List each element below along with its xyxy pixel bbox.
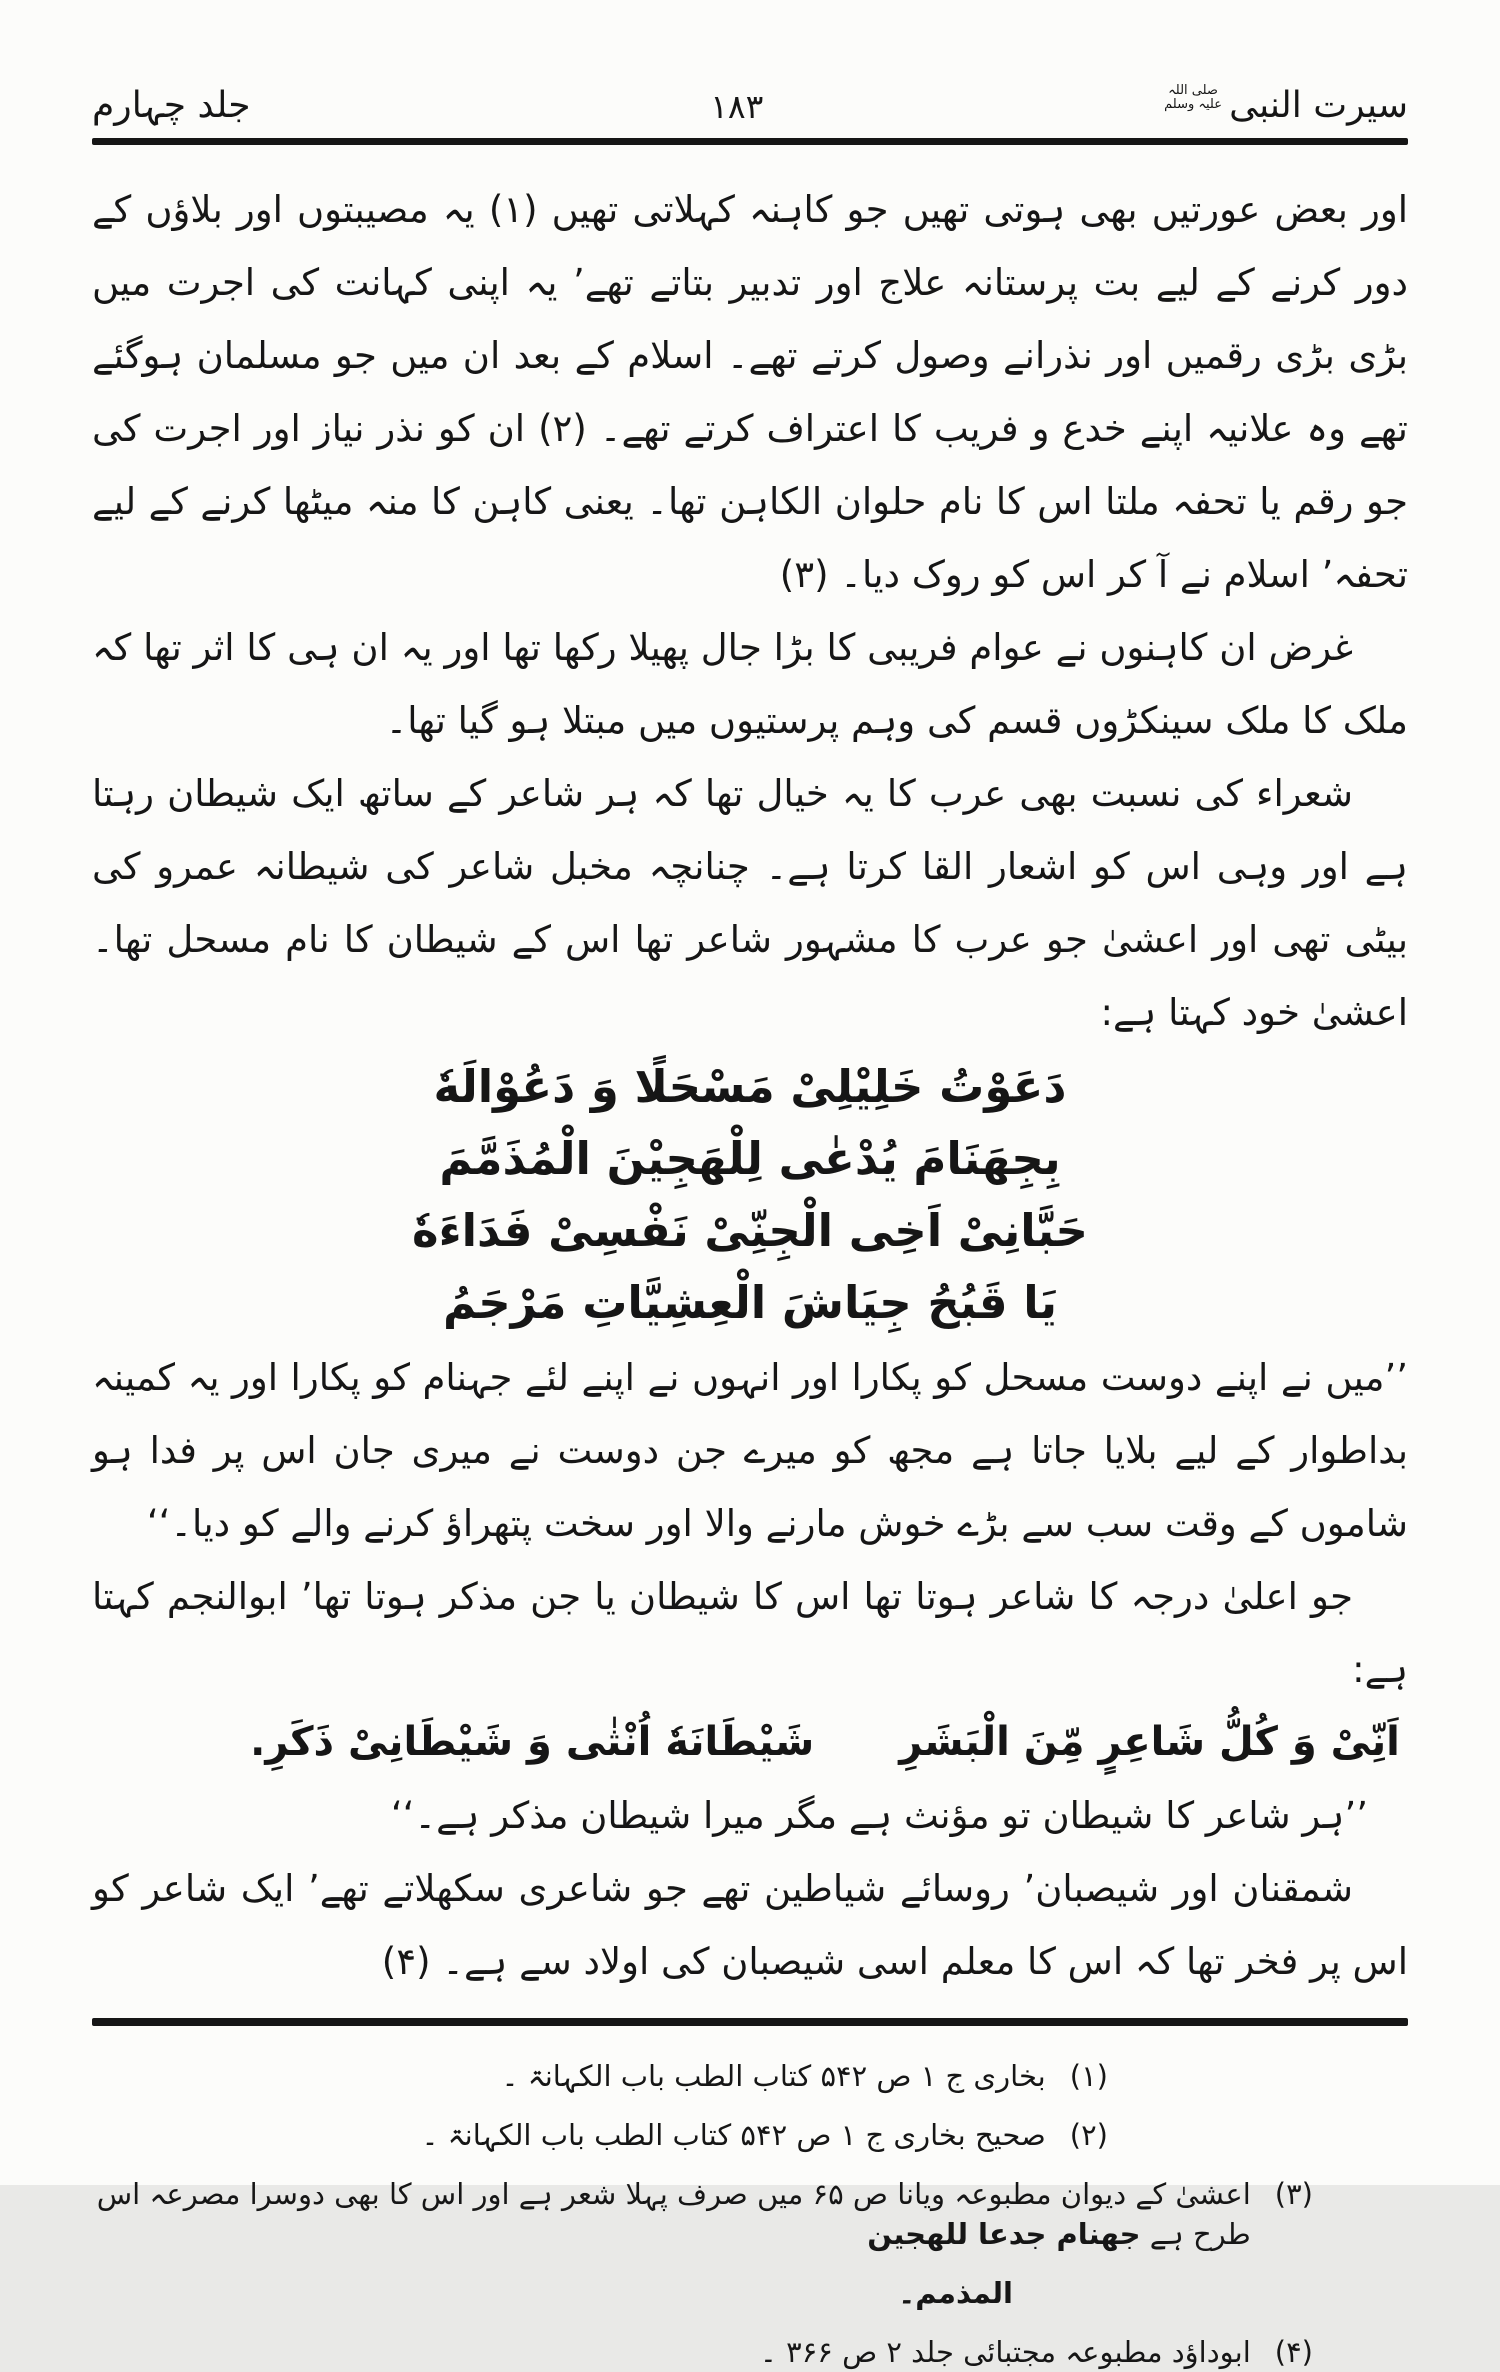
footnote-1	[92, 2056, 1108, 2096]
couplet-second-hemistich: شَيْطَانَهٗ اُنْثٰى وَ شَيْطَانِىْ ذَكَرِ.	[250, 1719, 815, 1765]
footnote-3-continuation: المذمم۔	[898, 2276, 1013, 2310]
arabic-poem	[92, 1051, 1408, 1339]
footnote-number: (۱)	[1069, 2059, 1108, 2093]
paragraph-kahina: اور بعض عورتیں بھی ہوتی تھیں جو کاہنہ کہلاتی تھیں (۱) یہ مصیبتوں اور بلاؤں کے دور کرنے کے لیے بت پرستانہ علاج اور تدبیر بتاتے تھے’ یہ اپنی کہانت کی اجرت میں بڑی بڑی رقمیں اور نذرانے وصول کرتے تھے۔ اسلام کے بعد ان میں جو مسلمان ہوگئے تھے وہ علانیہ اپنے خدع و فریب کا اعتراف کرتے تھے۔ (۲) ان کو نذر نیاز اور اجرت کی جو رقم یا تحفہ ملتا اس کا نام حلوان الکاہن تھا۔ یعنی کاہن کا منہ میٹھا کرنے کے لیے تحفہ’ اسلام نے آ کر اس کو روک دیا۔ (۳)	[92, 188, 1408, 596]
footnote-text-urdu: اعشیٰ کے دیوان مطبوعہ ویانا ص ۶۵ میں صرف پہلا شعر ہے اور اس کا بھی دوسرا مصرعہ اس طرح ہے	[96, 2177, 1251, 2251]
footnote-number: (۲)	[1069, 2118, 1108, 2152]
footnote-number: (۴)	[1274, 2335, 1313, 2369]
poem-line: يَا قَبُحُ جِيَاشَ الْعِشِيَّاتِ مَرْجَمُ	[442, 1276, 1058, 1329]
couplet-first-hemistich: اَنِّىْ وَ كُلُّ شَاعِرٍ مِّنَ الْبَشَرِ	[899, 1719, 1400, 1765]
footnote-separator	[92, 2018, 1408, 2026]
footnote-4	[92, 2332, 1313, 2372]
paragraph-gharaz: غرض ان کاہنوں نے عوام فریبی کا بڑا جال پھیلا رکھا تھا اور یہ ان ہی کا اثر تھا کہ ملک کا ملک سینکڑوں قسم کی وہم پرستیوں میں مبتلا ہو گیا تھا۔	[92, 626, 1408, 742]
footnote-2	[92, 2115, 1108, 2155]
couplet-translation: ’’ہر شاعر کا شیطان تو مؤنث ہے مگر میرا شیطان مذکر ہے۔‘‘	[390, 1794, 1368, 1837]
poem-line: بِجِهَنَامَ يُدْعٰى لِلْهَجِيْنَ الْمُذَمَّمَ	[439, 1132, 1061, 1185]
honorific-mark: صلی اللہ علیہ وسلم	[1164, 83, 1222, 112]
poem-line: دَعَوْتُ خَلِيْلِىْ مَسْحَلًا وَ دَعُوْالَهٗ	[433, 1060, 1067, 1113]
footnote-text: بخاری ج ۱ ص ۵۴۲ کتاب الطب باب الکہانۃ ۔	[501, 2059, 1046, 2093]
volume-label: جلد چہارم	[92, 85, 251, 126]
book-title	[1163, 85, 1408, 126]
footnote-number: (۳)	[1274, 2177, 1313, 2211]
footnote-arabic-quote: جهنام جدعا للهجين	[867, 2217, 1141, 2251]
paragraph-abunajm: جو اعلیٰ درجہ کا شاعر ہوتا تھا اس کا شیطان یا جن مذکر ہوتا تھا’ ابوالنجم کہتا ہے:	[92, 1575, 1408, 1691]
footnote-text: ابوداؤد مطبوعہ مجتبائی جلد ۲ ص ۳۶۶ ۔	[759, 2335, 1251, 2369]
page-number: ۱۸۳	[710, 87, 764, 126]
arabic-couplet	[92, 1706, 1408, 1779]
footnote-text: صحیح بخاری ج ۱ ص ۵۴۲ کتاب الطب باب الکہانۃ ۔	[421, 2118, 1046, 2152]
paragraph-shayateen: شمقنان اور شیصبان’ روسائے شیاطین تھے جو شاعری سکھلاتے تھے’ ایک شاعر کو اس پر فخر تھا کہ اس کا معلم اسی شیصبان کی اولاد سے ہے۔ (۴)	[92, 1867, 1408, 1983]
book-title-text: سیرت النبی	[1229, 85, 1408, 126]
paragraph-translation: ’’میں نے اپنے دوست مسحل کو پکارا اور انہوں نے اپنے لئے جہنام کو پکارا اور یہ کمینہ بداطوار کے لیے بلایا جاتا ہے مجھ کو میرے جن دوست نے میری جان اس پر فدا ہو شاموں کے وقت سب سے بڑے خوش مارنے والا اور سخت پتھراؤ کرنے والے کو دیا۔‘‘	[92, 1356, 1408, 1545]
body-text	[92, 173, 1408, 1998]
footnote-text	[92, 2174, 1251, 2254]
paragraph-shuara: شعراء کی نسبت بھی عرب کا یہ خیال تھا کہ ہر شاعر کے ساتھ ایک شیطان رہتا ہے اور وہی اس کو اشعار القا کرتا ہے۔ چنانچہ مخبل شاعر کی شیطانہ عمرو کی بیٹی تھی اور اعشیٰ جو عرب کا مشہور شاعر تھا اس کے شیطان کا نام مسحل تھا۔ اعشیٰ خود کہتا ہے:	[92, 772, 1408, 1034]
header-rule	[92, 138, 1408, 145]
poem-line: حَبَّانِىْ اَخِى الْجِنِّىْ نَفْسِىْ فَدَاءَهٗ	[412, 1204, 1088, 1257]
page-header	[92, 85, 1408, 126]
footnotes-section	[92, 2056, 1408, 2372]
footnote-3	[92, 2174, 1313, 2254]
